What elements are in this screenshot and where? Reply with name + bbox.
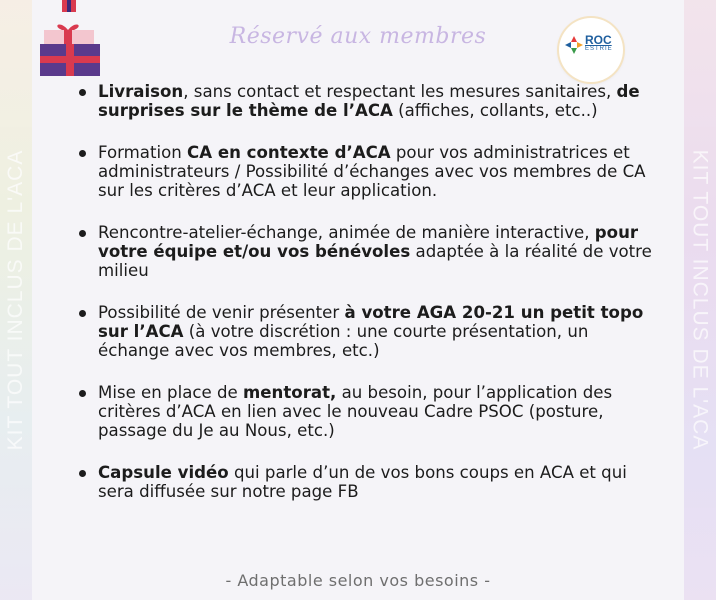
item-text: Rencontre-atelier-échange, animée de manière interactive, [98, 223, 595, 242]
item-text: Possibilité de venir présenter [98, 303, 345, 322]
list-item [62, 383, 662, 440]
roc-estrie-logo [559, 18, 623, 82]
vertical-kit-label-right: KIT TOUT INCLUS DE L'ACA [689, 149, 712, 451]
bold-text: pour votre équipe et/ou vos bénévoles [98, 223, 639, 261]
list-item [62, 82, 662, 120]
bullet-icon [79, 310, 86, 317]
item-text: pour vos administratrices et administrateurs / Possibilité d’échanges avec vos membres de CA sur les critères d’ACA et leur application. [98, 143, 646, 200]
item-text: Formation [98, 143, 188, 162]
logo-sub-text: ESTRIE [585, 46, 613, 52]
right-decorative-strip [684, 0, 716, 600]
list-item [62, 223, 662, 280]
item-text: (à votre discrétion : une courte présentation, un échange avec vos membres, etc.) [98, 322, 589, 360]
item-text: , sans contact et respectant les mesures sanitaires, [183, 82, 617, 101]
bullet-icon [79, 470, 86, 477]
bold-text: CA en contexte d’ACA [187, 143, 391, 162]
item-text: au besoin, pour l’application des critères d’ACA en lien avec le nouveau Cadre PSOC (posture, passage du Je au Nous, etc.) [98, 383, 613, 440]
roc-logo-icon [565, 36, 583, 54]
adaptable-footer-note: - Adaptable selon vos besoins - [225, 571, 491, 590]
item-text: Mise en place de [98, 383, 243, 402]
bullet-icon [79, 150, 86, 157]
bullet-icon [79, 89, 86, 96]
bold-text: Livraison [98, 82, 184, 101]
logo-main-text: ROC [585, 33, 612, 47]
bold-text: mentorat, [243, 383, 337, 402]
bullet-icon [79, 390, 86, 397]
vertical-kit-label-left: KIT TOUT INCLUS DE L'ACA [4, 149, 27, 451]
item-text: (affiches, collants, etc..) [392, 101, 598, 120]
item-text: qui parle d’un de vos bons coups en ACA et qui sera diffusée sur notre page FB [98, 463, 627, 501]
left-decorative-strip [0, 0, 32, 600]
bullet-icon [79, 230, 86, 237]
list-item [62, 303, 662, 360]
bold-text: à votre AGA 20-21 un petit topo sur l’ACA [98, 303, 644, 341]
members-only-heading: Réservé aux membres [229, 24, 487, 49]
bold-text: de surprises sur le thème de l’ACA [98, 82, 640, 120]
item-text: adaptée à la réalité de votre milieu [98, 242, 652, 280]
list-item [62, 463, 662, 501]
list-item [62, 143, 662, 200]
offer-list [62, 82, 662, 524]
bold-text: Capsule vidéo [98, 463, 229, 482]
